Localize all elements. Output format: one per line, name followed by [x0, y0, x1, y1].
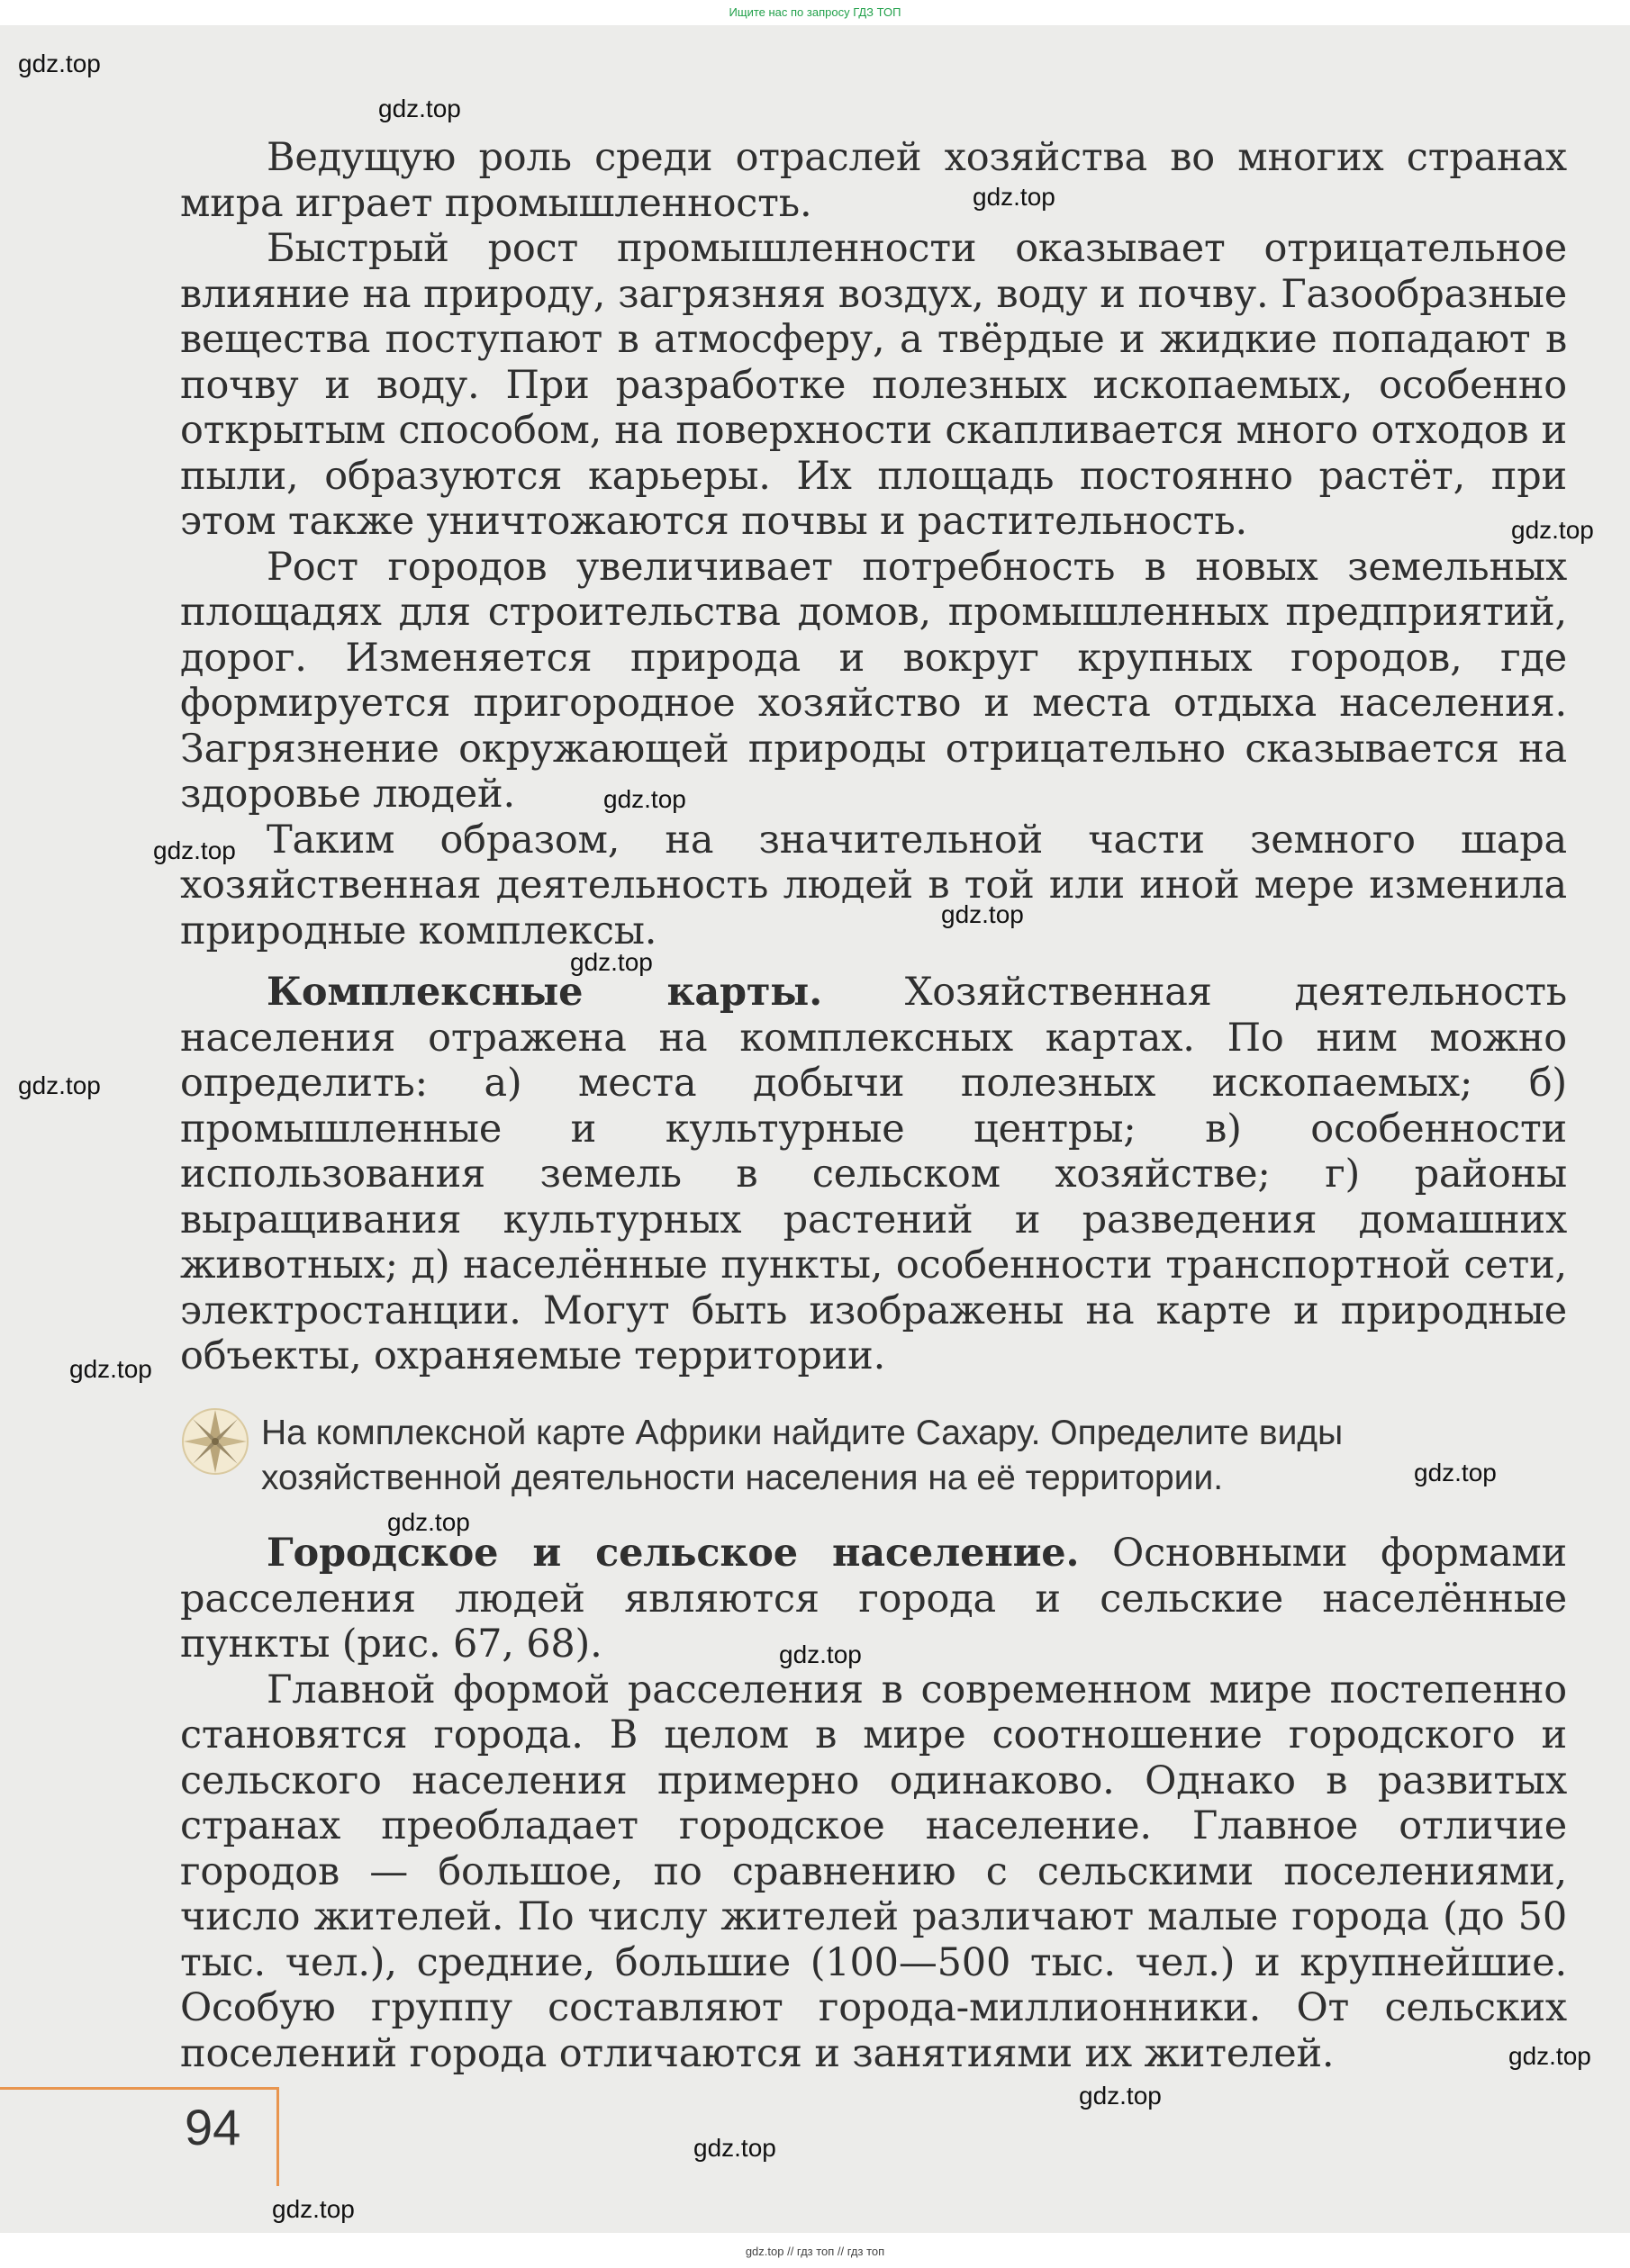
- paragraph-4: Таким образом, на значительной части земного шара хозяйственная деятельность людей в той или иной мере изменила природные комплексы.: [180, 817, 1567, 953]
- page-corner-line: [0, 2087, 279, 2090]
- paragraph-1: Ведущую роль среди отраслей хозяйства во многих странах мира играет промышленность.: [180, 135, 1567, 226]
- watermark: gdz.top: [18, 50, 101, 77]
- watermark: gdz.top: [1511, 516, 1594, 544]
- paragraph-6-body: Основными формами расселения людей являются города и сельские населённые пункты (рис. 67, 68).: [180, 1531, 1567, 1667]
- paragraph-5-body: Хозяйственная деятельность населения отражена на комплексных картах. По ним можно определить: а) места добычи полезных ископаемых; б) промышленные и культурные центры; в) особенности использования земель в сельском хозяйстве; г) районы выращивания культурных растений и разведения домашних животных; д) населённые пункты, особенности транспортной сети, электростанции. Могут быть изображены на карте и природные объекты, охраняемые территории.: [180, 970, 1567, 1378]
- watermark: gdz.top: [693, 2134, 776, 2162]
- watermark: gdz.top: [387, 1508, 470, 1536]
- watermark: gdz.top: [603, 785, 686, 813]
- footer-note: gdz.top // гдз топ // гдз топ: [745, 2245, 885, 2258]
- watermark: gdz.top: [941, 900, 1024, 928]
- paragraph-2: Быстрый рост промышленности оказывает отрицательное влияние на природу, загрязняя воздух, воду и почву. Газообразные вещества поступают в атмосферу, а твёрдые и жидкие попадают в почву и воду. При разработке полезных ископаемых, особенно открытым способом, на поверхности скапливается много отходов и пыли, образуются карьеры. Их площадь постоянно растёт, при этом также уничтожаются почвы и растительность.: [180, 226, 1567, 544]
- text-block-top: [180, 135, 1567, 1379]
- watermark: gdz.top: [69, 1355, 152, 1383]
- watermark: gdz.top: [1508, 2042, 1591, 2070]
- heading-population: Городское и сельское население.: [267, 1531, 1080, 1576]
- paragraph-7: Главной формой расселения в современном мире постепенно становятся города. В целом в мире соотношение городского и сельского населения примерно одинаково. Однако в развитых странах преобладает городское население. Главное отличие городов — большое, по сравнению с сельскими поселениями, число жителей. По числу жителей различают малые города (до 50 тыс. чел.), средние, большие (100—500 тыс. чел.) и крупнейшие. Особую группу составляют города-миллионники. От сельских поселений города отличаются и занятиями их жителей.: [180, 1667, 1567, 2076]
- paragraph-3: Рост городов увеличивает потребность в новых земельных площадях для строительства домов, промышленных предприятий, дорог. Изменяется природа и вокруг крупных городов, где формируется пригородное хозяйство и места отдыха населения. Загрязнение окружающей природы отрицательно сказывается на здоровье людей.: [180, 544, 1567, 817]
- paragraph-6: [180, 1531, 1567, 1667]
- task-text: На комплексной карте Африки найдите Сахару. Определите виды хозяйственной деятельности населения на её территории.: [261, 1414, 1344, 1497]
- heading-complex-maps: Комплексные карты.: [267, 970, 822, 1015]
- watermark: gdz.top: [1414, 1459, 1497, 1486]
- paragraph-5: [180, 970, 1567, 1379]
- watermark: gdz.top: [570, 948, 653, 976]
- watermark: gdz.top: [1079, 2082, 1162, 2110]
- watermark: gdz.top: [378, 95, 461, 122]
- watermark: gdz.top: [153, 836, 236, 864]
- watermark: gdz.top: [18, 1071, 101, 1099]
- text-block-bottom: [180, 1531, 1567, 2076]
- watermark: gdz.top: [272, 2195, 355, 2223]
- page-corner-line-vertical: [276, 2087, 279, 2186]
- top-banner: Ищите нас по запросу ГДЗ ТОП: [729, 5, 901, 19]
- watermark: gdz.top: [973, 183, 1055, 211]
- watermark: gdz.top: [779, 1640, 862, 1668]
- page-number: 94: [185, 2099, 241, 2155]
